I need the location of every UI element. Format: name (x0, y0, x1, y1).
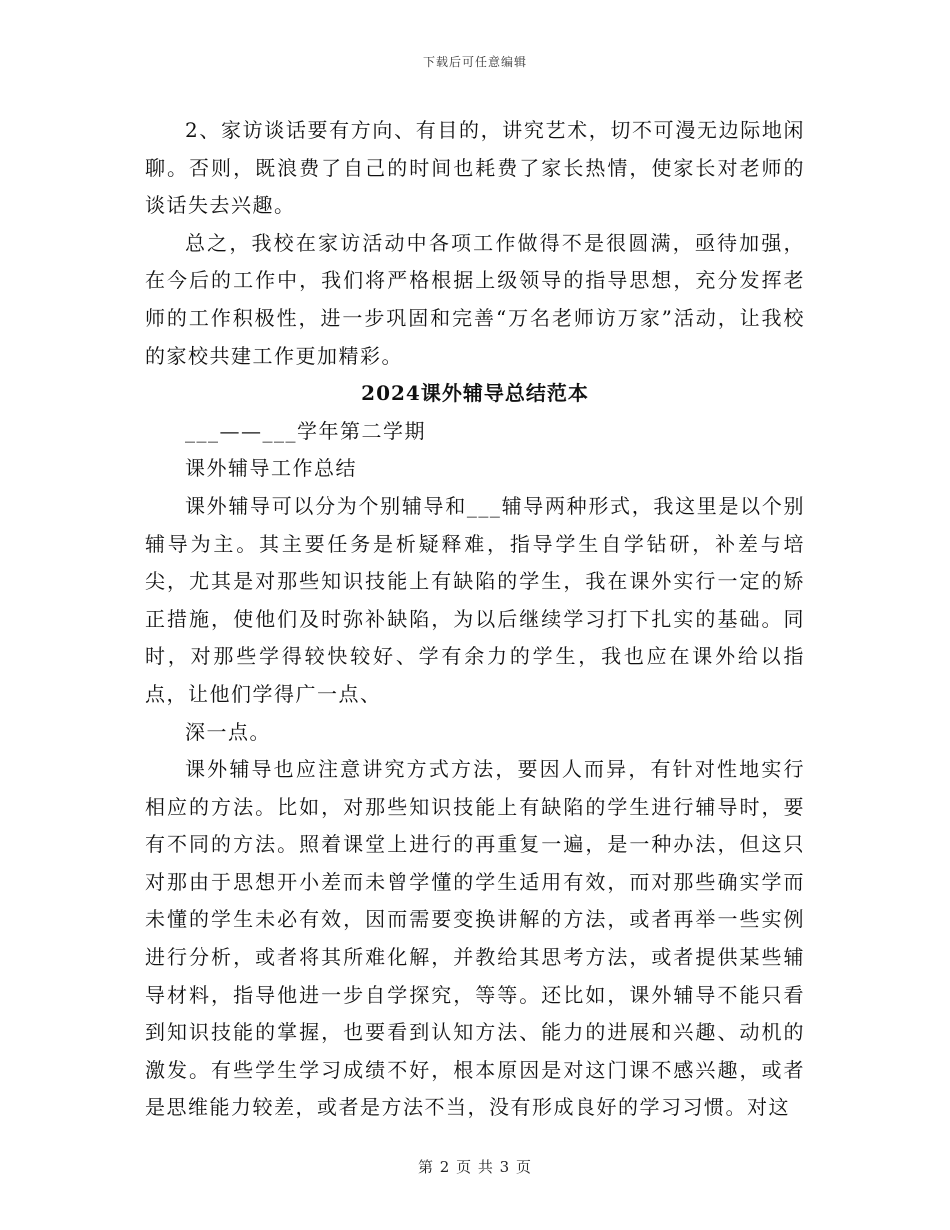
paragraph-tutoring-methods: 课外辅导也应注意讲究方式方法，要因人而异，有针对性地实行相应的方法。比如，对那些知识技能上有缺陷的学生进行辅导时，要有不同的方法。照着课堂上进行的再重复一遍，是一种办法，但这只对那由于思想开小差而未曾学懂的学生适用有效，而对那些确实学而未懂的学生未必有效，因而需要变换讲解的方法，或者再举一些实例进行分析，或者将其所难化解，并教给其思考方法，或者提供某些辅导材料，指导他进一步自学探究，等等。还比如，课外辅导不能只看到知识技能的掌握，也要看到认知方法、能力的进展和兴趣、动机的激发。有些学生学习成绩不好，根本原因是对这门课不感兴趣，或者是思维能力较差，或者是方法不当，没有形成良好的学习习惯。对这 (145, 757, 805, 1120)
paragraph-deeper: 深一点。 (185, 719, 271, 744)
paragraph-tutoring-forms: 课外辅导可以分为个别辅导和___辅导两种形式，我这里是以个别辅导为主。其主要任务是析疑释难，指导学生自学钻研，补差与培尖，尤其是对那些知识技能上有缺陷的学生，我在课外实行一定的矫正措施，使他们及时弥补缺陷，为以后继续学习打下扎实的基础。同时，对那些学得较快较好、学有余力的学生，我也应在课外给以指点，让他们学得广一点、 (145, 493, 805, 706)
document-body (145, 112, 805, 1127)
semester-line: ___——___学年第二学期 (185, 418, 426, 443)
paragraph-conclusion: 总之，我校在家访活动中各项工作做得不是很圆满，亟待加强，在今后的工作中，我们将严格根据上级领导的指导思想，充分发挥老师的工作积极性，进一步巩固和完善“万名老师访万家”活动，让我校的家校共建工作更加精彩。 (145, 230, 805, 368)
section-title: 2024课外辅导总结范本 (361, 381, 589, 406)
header-note: 下载后可任意编辑 (422, 55, 527, 69)
subtitle-line: 课外辅导工作总结 (185, 456, 357, 481)
paragraph-home-visit-point-2: 2、家访谈话要有方向、有目的，讲究艺术，切不可漫无边际地闲聊。否则，既浪费了自己的时间也耗费了家长热情，使家长对老师的谈话失去兴趣。 (145, 118, 805, 218)
page-number: 第 2 页 共 3 页 (418, 1158, 532, 1176)
